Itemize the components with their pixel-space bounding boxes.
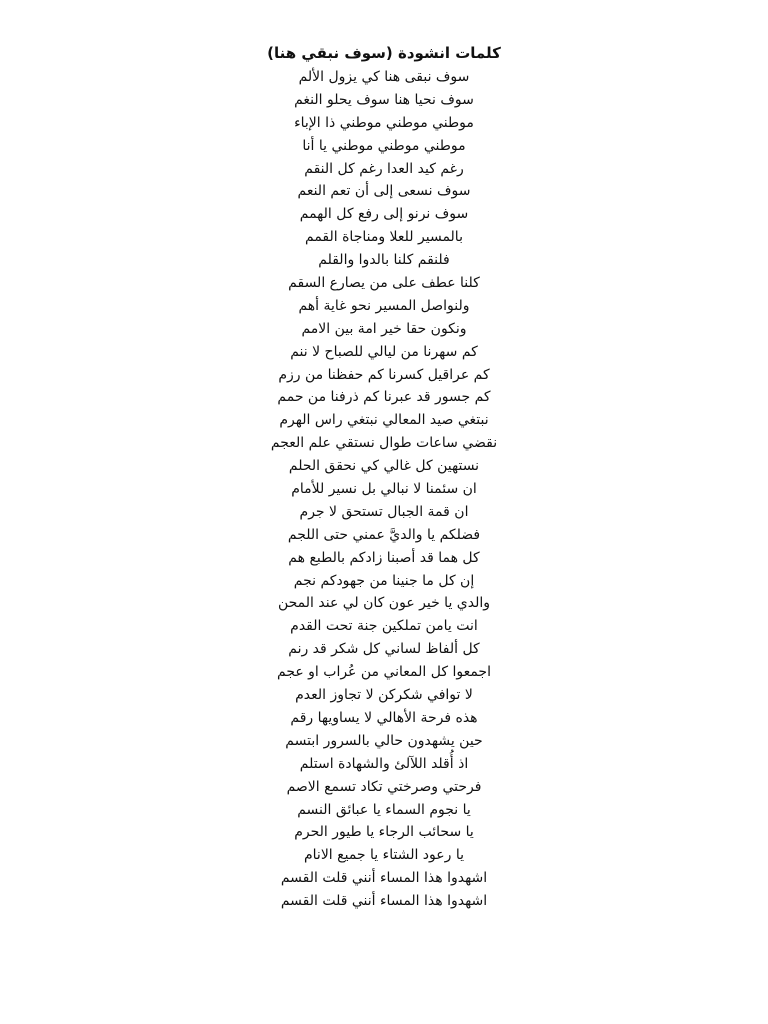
poem-line: يا سحائب الرجاء يا طيور الحرم xyxy=(294,824,474,841)
poem-line: نستهين كل غالي كي نحقق الحلم xyxy=(288,458,480,475)
poem-line: اشهدوا هذا المساء أنني قلت القسم xyxy=(280,893,488,910)
poem-line: اجمعوا كل المعاني من عُراب او عجم xyxy=(277,664,491,681)
poem-line: لا توافي شكركن لا تجاوز العدم xyxy=(295,687,473,704)
poem-line: نبتغي صيد المعالي نبتغي راس الهرم xyxy=(279,412,489,429)
poem-line: كلنا عطف على من يصارع السقم xyxy=(288,275,480,292)
poem-content xyxy=(0,40,768,913)
poem-line: موطني موطني موطني يا أنا xyxy=(302,137,466,154)
poem-line: فرحتي وصرختي تكاد تسمع الاصم xyxy=(286,778,482,795)
poem-line: سوف نرنو إلى رفع كل الهمم xyxy=(299,206,469,223)
poem-line: هذه فرحة الأهالي لا يساويها رقم xyxy=(290,709,478,726)
poem-title: كلمات انشودة (سوف نبقي هنا) xyxy=(267,44,501,62)
poem-line: رغم كيد العدا رغم كل النقم xyxy=(304,160,464,177)
poem-line: يا نجوم السماء يا عبائق النسم xyxy=(297,801,471,818)
poem-line: سوف نسعى إلى أن تعم النعم xyxy=(297,183,471,200)
poem-line: اشهدوا هذا المساء أنني قلت القسم xyxy=(280,870,488,887)
poem-lines xyxy=(0,66,768,913)
poem-line: كم جسور قد عبرنا كم ذرفنا من حمم xyxy=(277,389,491,406)
poem-line: كل ألفاظ لساني كل شكر قد رنم xyxy=(288,641,480,658)
poem-line: والدي يا خير عون كان لي عند المحن xyxy=(277,595,491,612)
poem-line: سوف نبقى هنا كي يزول الألم xyxy=(298,69,470,85)
poem-line: كل هما قد أصبنا زادكم بالطبع هم xyxy=(288,549,480,566)
poem-line: موطني موطني موطني ذا الإباء xyxy=(294,114,474,131)
poem-line: يا رعود الشتاء يا جميع الانام xyxy=(303,847,464,864)
poem-line: اذ أُقلد اللآلئ والشهادة استلم xyxy=(299,755,469,772)
poem-line: ونكون حقا خير امة بين الامم xyxy=(301,320,467,337)
poem-line: فضلكم يا والديَّ عمني حتى اللجم xyxy=(287,526,481,543)
poem-line: فلنقم كلنا بالدوا والقلم xyxy=(318,252,450,269)
poem-line: ان سئمنا لا نبالي بل نسير للأمام xyxy=(291,481,477,498)
poem-line: حين يشهدون حالي بالسرور ابتسم xyxy=(285,732,483,749)
poem-line: كم عراقيل كسرنا كم حفظنا من رزم xyxy=(278,366,490,383)
poem-line: ولنواصل المسير نحو غاية أهم xyxy=(298,297,470,314)
poem-line: كم سهرنا من ليالي للصباح لا ننم xyxy=(290,343,478,360)
poem-line: سوف نحيا هنا سوف يحلو النغم xyxy=(294,91,474,108)
poem-line: انت يامن تملكين جنة تحت القدم xyxy=(290,618,478,635)
poem-line: نقضي ساعات طوال نستقي علم العجم xyxy=(270,435,498,452)
poem-line: إن كل ما جنينا من جهودكم نجم xyxy=(293,572,475,589)
poem-line: ان قمة الجبال تستحق لا جرم xyxy=(299,503,469,520)
poem-line: بالمسير للعلا ومناجاة القمم xyxy=(305,229,463,246)
